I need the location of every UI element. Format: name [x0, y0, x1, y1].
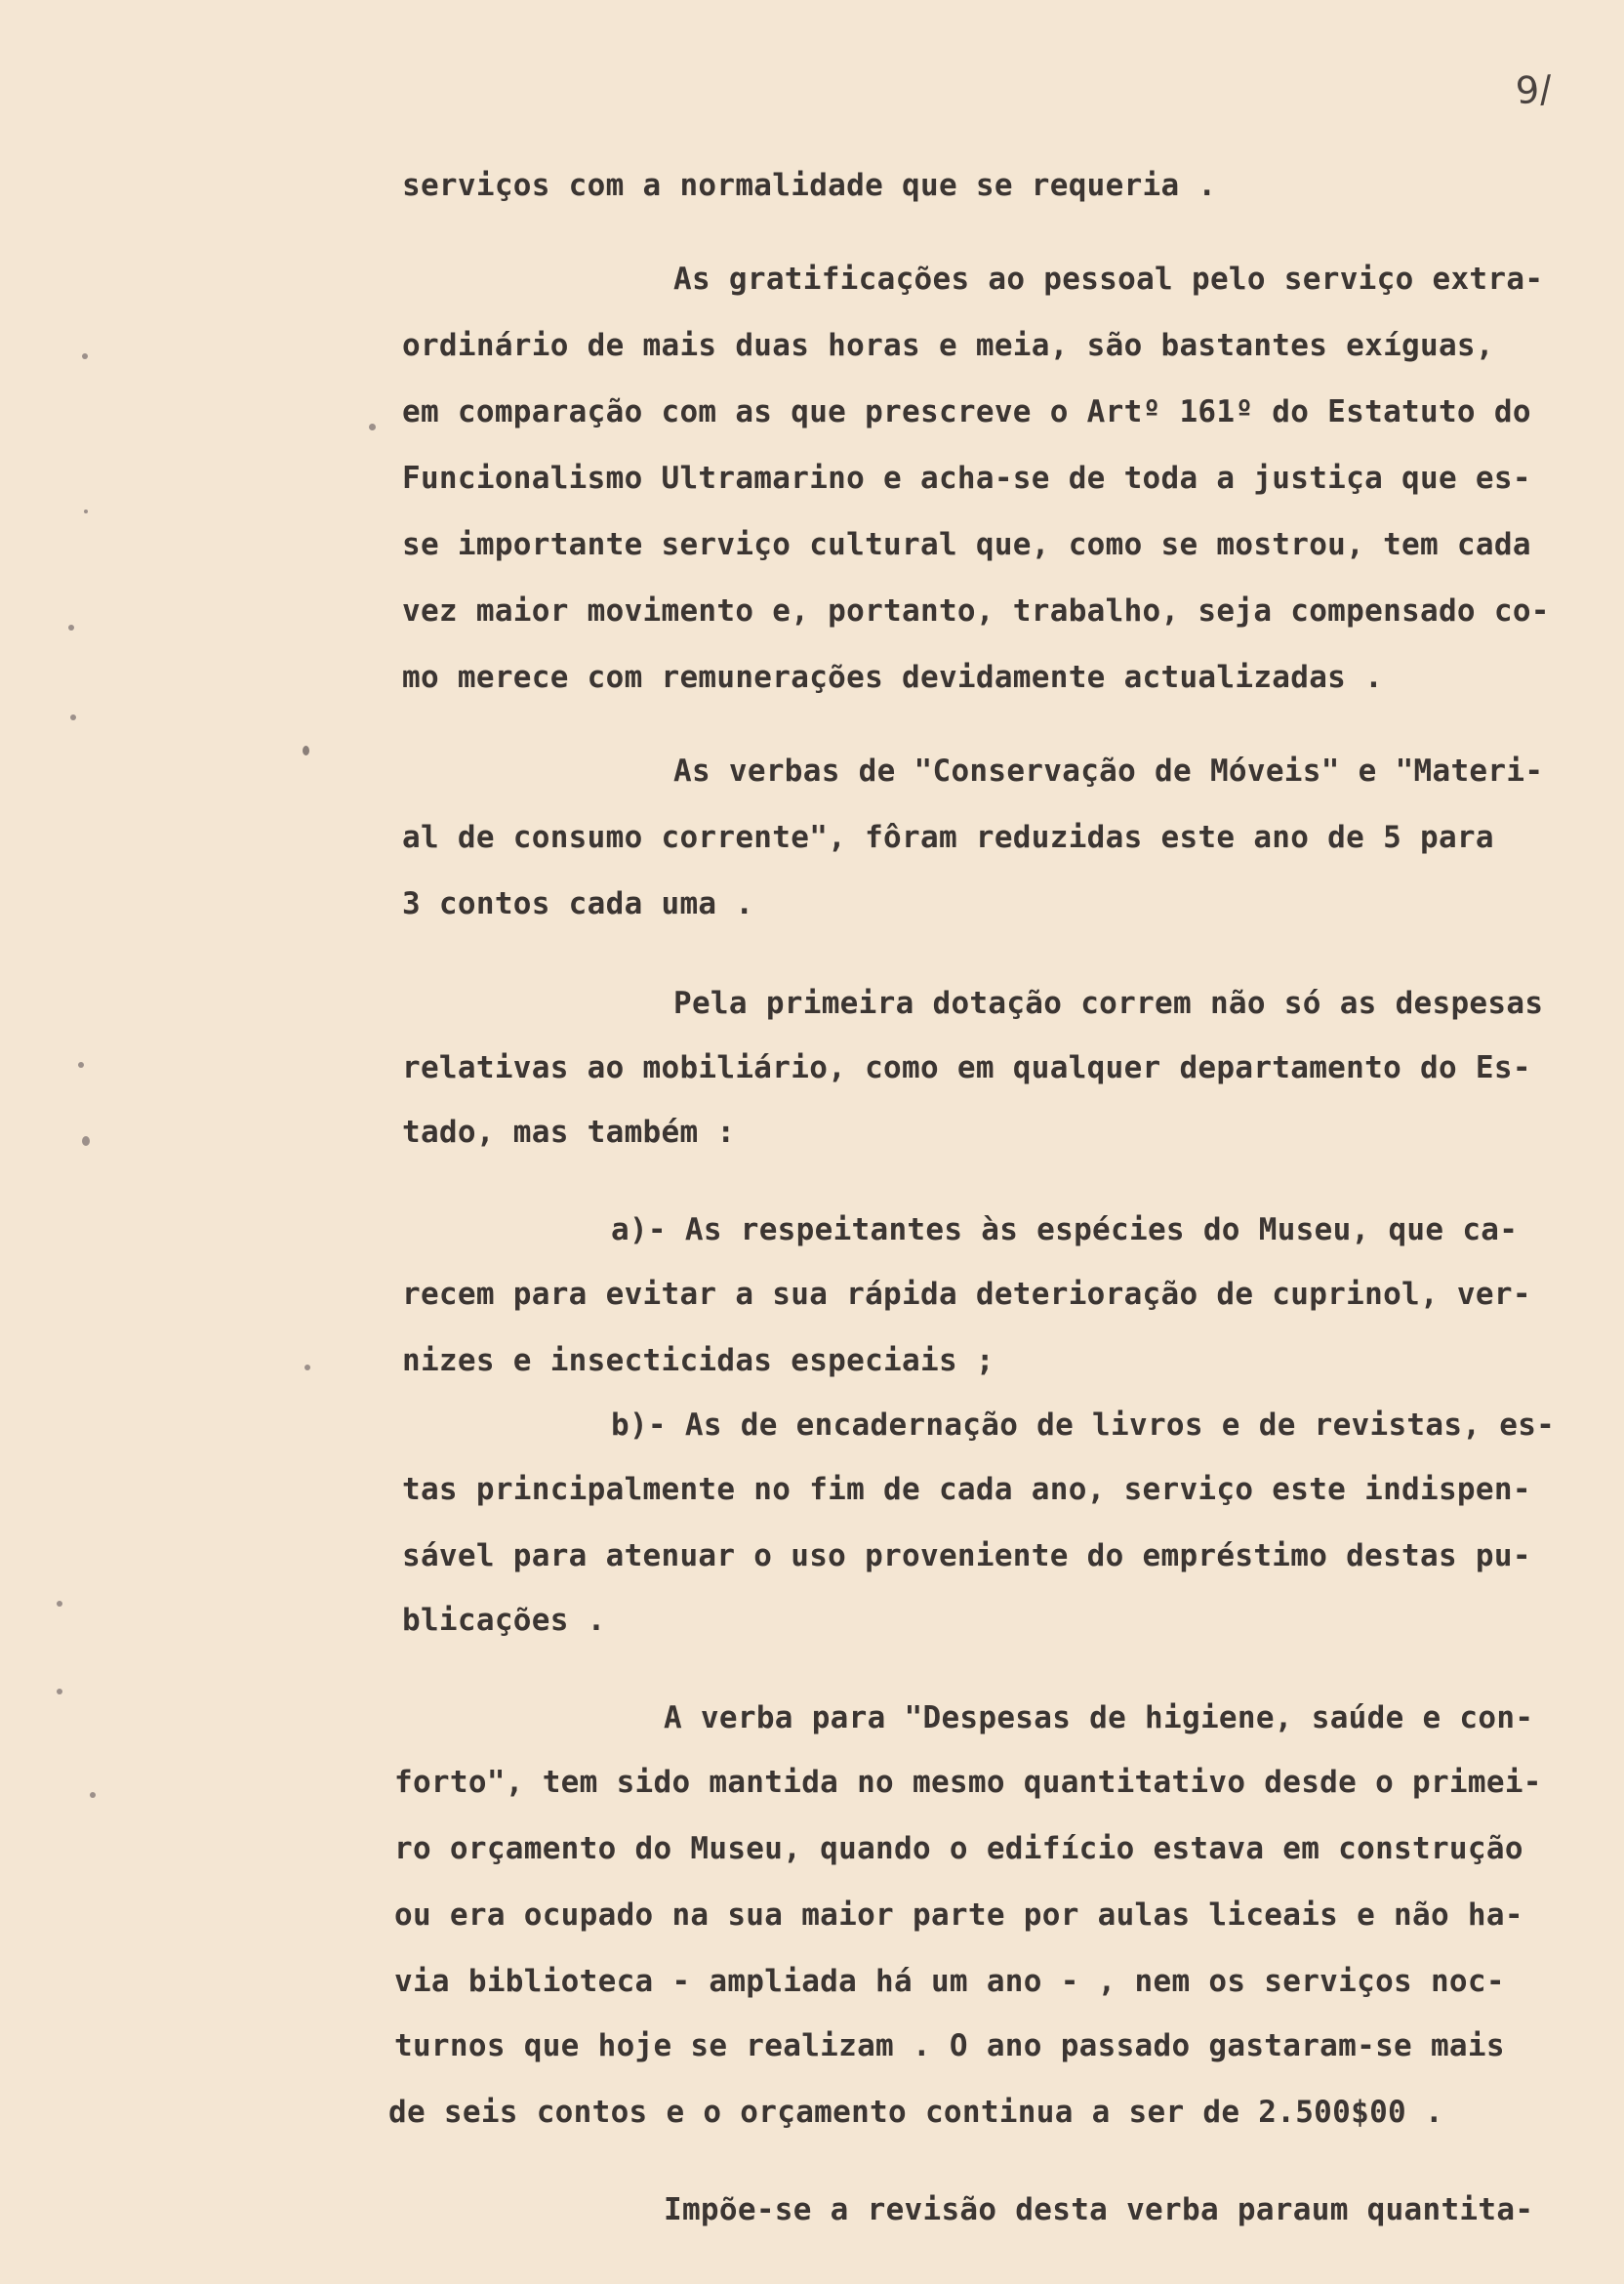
margin-speck [57, 1601, 62, 1607]
text-line: As gratificações ao pessoal pelo serviço extra- [673, 262, 1544, 297]
text-line: relativas ao mobiliário, como em qualquer departamento do Es- [402, 1050, 1531, 1085]
text-line: a)- As respeitantes às espécies do Museu, que ca- [611, 1212, 1519, 1247]
margin-speck [57, 1689, 62, 1694]
page-number: 9/ [1514, 66, 1554, 113]
text-line: Pela primeira dotação correm não só as despesas [673, 986, 1544, 1021]
margin-speck [78, 1062, 84, 1068]
text-line: via biblioteca - ampliada há um ano - , nem os serviços noc- [394, 1964, 1505, 1999]
text-line: turnos que hoje se realizam . O ano passado gastaram-se mais [394, 2028, 1505, 2063]
text-line: ro orçamento do Museu, quando o edifício estava em construção [394, 1831, 1523, 1866]
text-line: ou era ocupado na sua maior parte por aulas liceais e não ha- [394, 1897, 1523, 1933]
margin-speck [84, 510, 88, 513]
text-line: tado, mas também : [402, 1115, 736, 1150]
text-line: A verba para "Despesas de higiene, saúde e con- [664, 1700, 1534, 1735]
text-line: ordinário de mais duas horas e meia, são bastantes exíguas, [402, 328, 1494, 363]
text-line: Funcionalismo Ultramarino e acha-se de toda a justiça que es- [402, 461, 1531, 496]
text-line: al de consumo corrente", fôram reduzidas este ano de 5 para [402, 820, 1494, 855]
text-line: 3 contos cada uma . [402, 886, 754, 921]
text-line: forto", tem sido mantida no mesmo quantitativo desde o primei- [394, 1765, 1542, 1800]
text-line: recem para evitar a sua rápida deterioração de cuprinol, ver- [402, 1277, 1531, 1312]
margin-speck [82, 1136, 90, 1146]
text-line: vez maior movimento e, portanto, trabalho, seja compensado co- [402, 593, 1550, 629]
text-line: de seis contos e o orçamento continua a ser de 2.500$00 . [388, 2095, 1443, 2130]
text-line: Impõe-se a revisão desta verba paraum quantita- [664, 2192, 1534, 2227]
margin-speck [90, 1792, 96, 1798]
text-line: se importante serviço cultural que, como se mostrou, tem cada [402, 527, 1531, 562]
text-line: As verbas de "Conservação de Móveis" e "Materi- [673, 754, 1544, 789]
margin-speck [68, 625, 74, 631]
margin-speck [369, 424, 376, 430]
text-line: em comparação com as que prescreve o Artº 161º do Estatuto do [402, 394, 1531, 429]
text-line: mo merece com remunerações devidamente actualizadas . [402, 660, 1384, 695]
margin-speck [70, 714, 76, 720]
text-line: blicações . [402, 1603, 606, 1638]
margin-speck [303, 746, 309, 755]
text-line: b)- As de encadernação de livros e de revistas, es- [611, 1407, 1556, 1443]
margin-speck [304, 1365, 310, 1370]
text-line: nizes e insecticidas especiais ; [402, 1343, 995, 1378]
text-line: tas principalmente no fim de cada ano, serviço este indispen- [402, 1472, 1531, 1507]
text-line: sável para atenuar o uso proveniente do empréstimo destas pu- [402, 1538, 1531, 1573]
margin-speck [82, 353, 88, 359]
text-line: serviços com a normalidade que se requeria . [402, 168, 1217, 203]
